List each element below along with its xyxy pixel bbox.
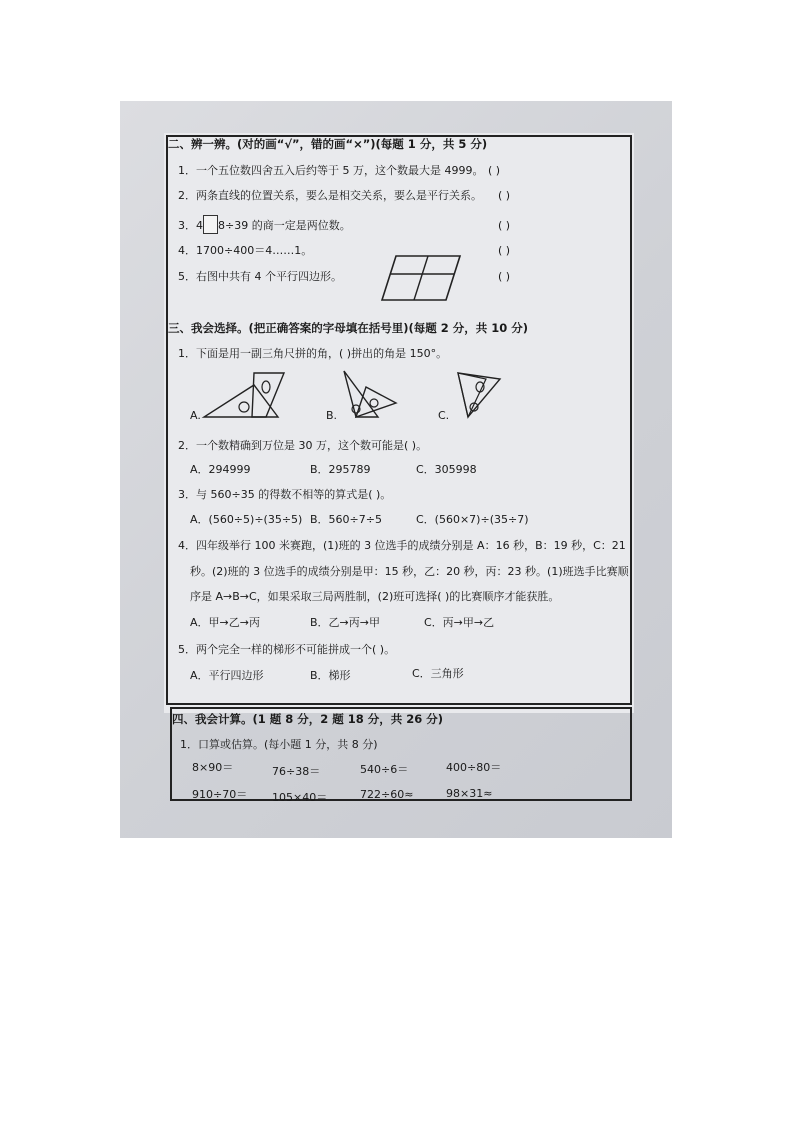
choice-q4-line-3: 序是 A→B→C，如果采取三局两胜制，(2)班可选择( )的比赛顺序才能获胜。 — [190, 590, 560, 603]
q1-option-b[interactable]: B. — [326, 409, 338, 422]
answer-paren-3[interactable]: ( ) — [498, 219, 511, 232]
q4-option-b[interactable]: B．乙→丙→甲 — [310, 616, 380, 629]
calc-sub-1: 1．口算或估算。(每小题 1 分，共 8 分) — [180, 738, 378, 751]
section2-heading: 二、辨一辨。(对的画“√”，错的画“×”)(每题 1 分，共 5 分) — [168, 137, 488, 151]
section3-heading: 三、我会选择。(把正确答案的字母填在括号里)(每题 2 分，共 10 分) — [168, 321, 529, 335]
q2-option-a[interactable]: A．294999 — [190, 463, 251, 476]
choice-q4-line-1: 4．四年级举行 100 米赛跑，(1)班的 3 位选手的成绩分别是 A：16 秒，B：19 秒，C：21 — [178, 539, 626, 552]
judge-item-4: 4．1700÷400＝4……1。 — [178, 244, 313, 257]
judge-item-3: 8÷39 的商一定是两位数。 — [218, 219, 351, 232]
choice-q3: 3．与 560÷35 的得数不相等的算式是( )。 — [178, 488, 392, 501]
q2-option-b[interactable]: B．295789 — [310, 463, 371, 476]
judge-item-5: 5．右图中共有 4 个平行四边形。 — [178, 270, 342, 283]
judge-item-2: 2．两条直线的位置关系，要么是相交关系，要么是平行关系。 — [178, 189, 482, 202]
q2-option-c[interactable]: C．305998 — [416, 463, 477, 476]
answer-paren-2[interactable]: ( ) — [498, 189, 511, 202]
q4-option-a[interactable]: A．甲→乙→丙 — [190, 616, 260, 629]
answer-paren-1[interactable]: ( ) — [488, 164, 501, 177]
q5-option-a[interactable]: A．平行四边形 — [190, 669, 264, 682]
q4-option-c[interactable]: C．丙→甲→乙 — [424, 616, 495, 629]
blank-digit-box[interactable] — [203, 215, 218, 234]
q5-option-b[interactable]: B．梯形 — [310, 669, 351, 682]
section4-heading: 四、我会计算。(1 题 8 分，2 题 18 分，共 26 分) — [172, 712, 444, 726]
q1-option-a[interactable]: A. — [190, 409, 201, 422]
q3-option-a[interactable]: A．(560÷5)÷(35÷5) — [190, 513, 303, 526]
answer-paren-5[interactable]: ( ) — [498, 270, 511, 283]
triangle-ruler-a-icon — [204, 369, 288, 421]
calc-item: 910÷70＝ — [192, 788, 248, 801]
answer-paren-4[interactable]: ( ) — [498, 244, 511, 257]
q5-option-c[interactable]: C．三角形 — [412, 667, 464, 680]
calc-item: 722÷60≈ — [360, 788, 414, 801]
calc-item: 400÷80＝ — [446, 761, 502, 774]
triangle-ruler-c-icon — [456, 371, 502, 421]
triangle-ruler-b-icon — [342, 369, 402, 421]
judge-item-1: 1．一个五位数四舍五入后约等于 5 万，这个数最大是 4999。 — [178, 164, 484, 177]
calc-item: 98×31≈ — [446, 787, 493, 800]
q3-option-c[interactable]: C．(560×7)÷(35÷7) — [416, 513, 529, 526]
judge-item-3-prefix: 3．4 — [178, 219, 203, 232]
q3-option-b[interactable]: B．560÷7÷5 — [310, 513, 382, 526]
calc-item: 105×40＝ — [272, 791, 328, 804]
exam-photo — [120, 101, 672, 838]
choice-q2: 2．一个数精确到万位是 30 万，这个数可能是( )。 — [178, 439, 428, 452]
calc-item: 76÷38＝ — [272, 765, 321, 778]
parallelogram-figure — [382, 253, 462, 303]
calc-item: 540÷6＝ — [360, 763, 409, 776]
choice-q1: 1．下面是用一副三角尺拼的角，( )拼出的角是 150°。 — [178, 347, 448, 360]
calc-item: 8×90＝ — [192, 761, 234, 774]
choice-q5: 5．两个完全一样的梯形不可能拼成一个( )。 — [178, 643, 396, 656]
choice-q4-line-2: 秒。(2)班的 3 位选手的成绩分别是甲：15 秒，乙：20 秒，丙：23 秒。(1)班选手比赛顺 — [190, 565, 629, 578]
q1-option-c[interactable]: C. — [438, 409, 450, 422]
